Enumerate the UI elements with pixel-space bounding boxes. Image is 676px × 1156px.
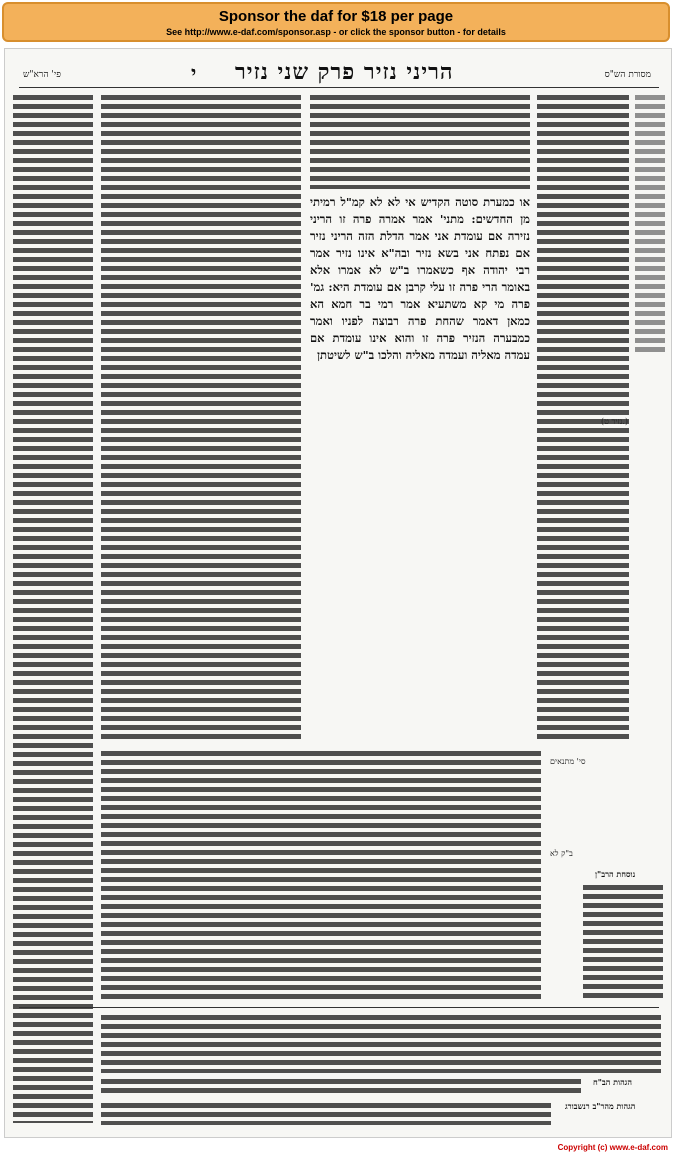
header-right-label: מסורת הש"ס (604, 70, 651, 80)
footnote-rule (19, 1007, 659, 1008)
footnotes-block (101, 1013, 661, 1073)
upper-commentary-block (310, 93, 530, 189)
header-left-label: פי' הרא"ש (23, 70, 61, 80)
daf-page (4, 48, 672, 1138)
nusach-label: נוסחת הרב"ן (595, 869, 636, 879)
lower-commentary-block (101, 749, 541, 999)
hagahot2-block (101, 1101, 551, 1125)
rosh-column (13, 93, 93, 1123)
margin-ref-lower: ב"ק לא (550, 849, 573, 858)
margin-ref-left: (נזיר ט.) (601, 417, 629, 426)
page-title: הריני נזיר פרק שני נזיר (235, 59, 454, 85)
hagahot-label: הגהות הב"ח (593, 1077, 632, 1087)
copyright-link[interactable]: Copyright (c) www.e-daf.com (557, 1143, 668, 1152)
page-number: י (191, 61, 197, 85)
header-rule (19, 87, 659, 88)
margin-ref-mid: סי' מתנאים (550, 757, 586, 766)
hagahot2-label: הגהות מהר"ב רנשבורג (565, 1101, 636, 1111)
sponsor-subtitle[interactable]: See http://www.e-daf.com/sponsor.asp - or click the sponsor button - for details (166, 27, 506, 37)
hagahot-block (101, 1077, 581, 1095)
sponsor-title[interactable]: Sponsor the daf for $18 per page (218, 8, 454, 25)
tosafot-column (101, 93, 301, 743)
nusach-column (583, 883, 663, 999)
gemara-main-text: או כמערת סוטה הקדיש אי לא לא קמ"ל רמיתי מן החדשים: מתני' אמר אמרה פרה זו הריני נזירה אם עומדת אני אמר הדלת הזה הריני נזיר אם נפתח אני בשא נזיר ובה"א אינו נזיר אמר רבי יהודה אף כשאמרו ב"ש לא אמרו אלא באומר הרי פרה זו עלי קרבן אם עומדת היא: גמ' פרה מי קא משתעיא אמר רמי בר חמא הא כמאן דאמר שהחת פרה רבוצה לפניו ואמר כמבערה הנזיר פרה זו והוא אינו עומדת אם עמדה מאליה ועמדה מאליה והלכו ב"ש לשיטתן (310, 195, 530, 362)
page-header (5, 59, 672, 85)
masoret-hashas-column (635, 93, 665, 353)
sponsor-banner[interactable] (2, 2, 670, 42)
